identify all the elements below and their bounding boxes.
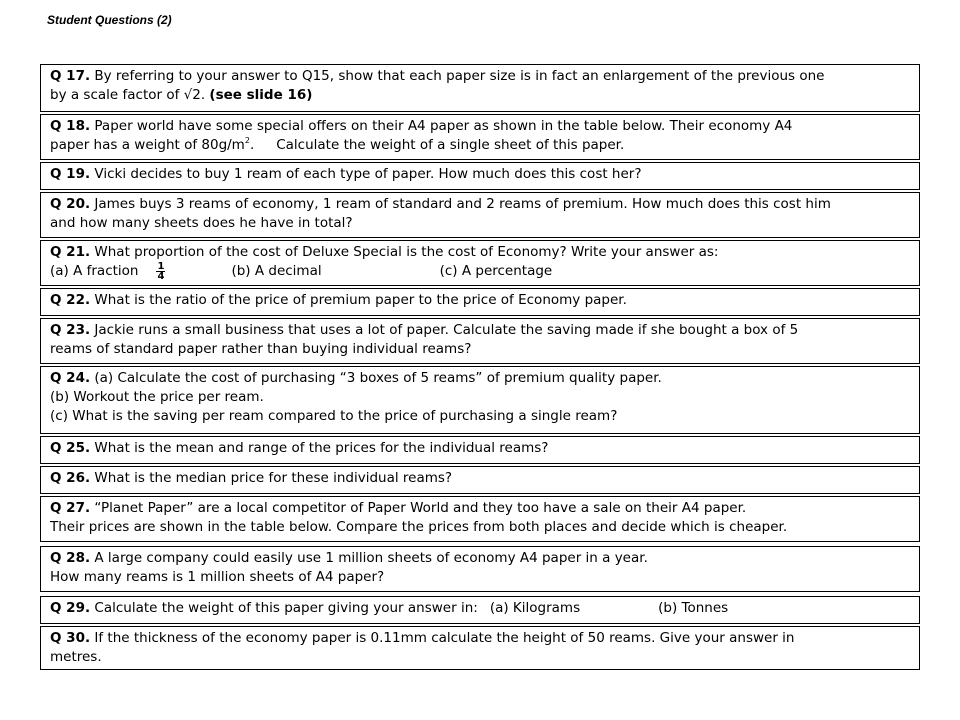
question-29 bbox=[40, 596, 920, 624]
question-28 bbox=[40, 546, 920, 592]
question-23 bbox=[40, 318, 920, 364]
slide-reference: (see slide 16) bbox=[209, 87, 313, 103]
question-text-line2: metres. bbox=[50, 649, 102, 665]
question-text-line2: and how many sheets does he have in total? bbox=[50, 215, 353, 231]
question-text: Vicki decides to buy 1 ream of each type of paper. How much does this cost her? bbox=[94, 166, 642, 182]
question-number: Q 23. bbox=[50, 322, 91, 338]
question-text: What is the mean and range of the prices for the individual reams? bbox=[94, 440, 549, 456]
question-text: Calculate the weight of this paper giving your answer in: bbox=[94, 600, 478, 616]
question-text-line2: How many reams is 1 million sheets of A4 paper? bbox=[50, 569, 385, 585]
period: . bbox=[249, 137, 255, 153]
question-number: Q 30. bbox=[50, 630, 91, 646]
question-number: Q 29. bbox=[50, 600, 91, 616]
question-text-line3: (c) What is the saving per ream compared to the price of purchasing a single ream? bbox=[50, 408, 618, 424]
question-24 bbox=[40, 366, 920, 434]
question-text: James buys 3 reams of economy, 1 ream of standard and 2 reams of premium. How much does this cost him bbox=[94, 196, 831, 212]
question-text: By referring to your answer to Q15, show that each paper size is in fact an enlargement of the previous one bbox=[94, 68, 825, 84]
question-21 bbox=[40, 240, 920, 286]
question-text: If the thickness of the economy paper is 0.11mm calculate the height of 50 reams. Give your answer in bbox=[94, 630, 795, 646]
question-text-line2: by a scale factor of √2. bbox=[50, 87, 206, 103]
question-18 bbox=[40, 114, 920, 160]
superscript: 2 bbox=[244, 136, 250, 145]
question-27 bbox=[40, 496, 920, 542]
question-text: Jackie runs a small business that uses a lot of paper. Calculate the saving made if she bought a box of 5 bbox=[94, 322, 799, 338]
question-text-line2: paper has a weight of 80g/m bbox=[50, 137, 245, 153]
option-c: (c) A percentage bbox=[439, 263, 553, 279]
question-text: What proportion of the cost of Deluxe Special is the cost of Economy? Write your answer as: bbox=[94, 244, 719, 260]
question-19 bbox=[40, 162, 920, 190]
question-number: Q 22. bbox=[50, 292, 91, 308]
question-22 bbox=[40, 288, 920, 316]
option-b: (b) Tonnes bbox=[658, 600, 729, 616]
question-number: Q 27. bbox=[50, 500, 91, 516]
question-number: Q 25. bbox=[50, 440, 91, 456]
question-number: Q 20. bbox=[50, 196, 91, 212]
fraction-denominator: 4 bbox=[157, 271, 165, 282]
question-text: A large company could easily use 1 million sheets of economy A4 paper in a year. bbox=[94, 550, 648, 566]
fraction-one-quarter bbox=[156, 262, 165, 281]
question-number: Q 19. bbox=[50, 166, 91, 182]
question-text-line2-instruction: Calculate the weight of a single sheet of this paper. bbox=[276, 137, 625, 153]
question-text: Paper world have some special offers on their A4 paper as shown in the table below. Their economy A4 bbox=[94, 118, 793, 134]
question-30 bbox=[40, 626, 920, 670]
question-text: What is the median price for these individual reams? bbox=[94, 470, 453, 486]
fraction-numerator: 1 bbox=[157, 261, 165, 272]
question-text: (a) Calculate the cost of purchasing “3 boxes of 5 reams” of premium quality paper. bbox=[94, 370, 662, 386]
question-number: Q 18. bbox=[50, 118, 91, 134]
option-a: (a) Kilograms bbox=[489, 600, 581, 616]
question-number: Q 21. bbox=[50, 244, 91, 260]
question-20 bbox=[40, 192, 920, 238]
page-header: Student Questions (2) bbox=[47, 13, 172, 27]
question-number: Q 26. bbox=[50, 470, 91, 486]
question-26 bbox=[40, 466, 920, 494]
option-a: (a) A fraction bbox=[50, 263, 139, 279]
question-text: “Planet Paper” are a local competitor of Paper World and they too have a sale on their A4 paper. bbox=[94, 500, 747, 516]
option-b: (b) A decimal bbox=[231, 263, 322, 279]
question-number: Q 17. bbox=[50, 68, 91, 84]
question-number: Q 28. bbox=[50, 550, 91, 566]
question-text-line2: (b) Workout the price per ream. bbox=[50, 389, 264, 405]
question-text: What is the ratio of the price of premium paper to the price of Economy paper. bbox=[94, 292, 627, 308]
question-number: Q 24. bbox=[50, 370, 91, 386]
question-25 bbox=[40, 436, 920, 464]
question-17 bbox=[40, 64, 920, 112]
question-text-line2: Their prices are shown in the table below. Compare the prices from both places and decide which is cheaper. bbox=[50, 519, 788, 535]
question-text-line2: reams of standard paper rather than buying individual reams? bbox=[50, 341, 472, 357]
